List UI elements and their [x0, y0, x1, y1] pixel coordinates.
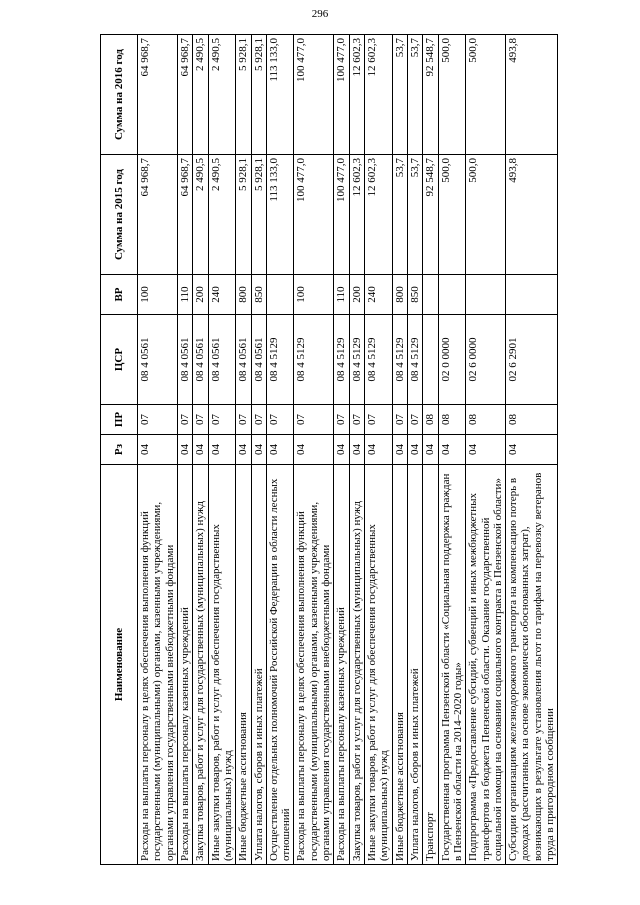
cell-rz: 04 — [466, 435, 506, 465]
cell-name: Подпрограмма «Предоставление субсидий, субвенций и иных межбюджетных трансфертов из бюджета Пензенской области. Оказание государственной социальной помощи на основании социального контракта в Пензенской области» — [466, 465, 506, 865]
table-row — [236, 35, 251, 865]
table-row — [177, 35, 192, 865]
cell-sum-2016: 12 602,3 — [365, 35, 393, 155]
cell-name: Субсидии организациям железнодорожного транспорта на компенсацию потерь в доходах (рассчитанных на основе экономически обоснованных затрат), возникающих в результате установления льгот по тарифам на перевозку ветеранов труда в пригородном сообщении — [506, 465, 558, 865]
cell-csr: 02 0 0000 — [438, 315, 466, 405]
cell-name: Расходы на выплаты персоналу в целях обеспечения выполнения функций государственными (муниципальными) органами, казенными учреждениями, органами управления государственными внебюджетными фондами — [138, 465, 178, 865]
cell-vr: 240 — [365, 275, 393, 315]
cell-pr: 08 — [423, 405, 438, 435]
cell-rz: 04 — [193, 435, 208, 465]
cell-pr: 07 — [138, 405, 178, 435]
cell-vr: 240 — [208, 275, 236, 315]
cell-name: Уплата налогов, сборов и иных платежей — [251, 465, 266, 865]
cell-rz: 04 — [294, 435, 334, 465]
cell-rz: 04 — [208, 435, 236, 465]
cell-name: Расходы на выплаты персоналу казенных учреждений — [177, 465, 192, 865]
table-row — [138, 35, 178, 865]
cell-sum-2015: 5 928,1 — [251, 155, 266, 275]
cell-sum-2016: 2 490,5 — [208, 35, 236, 155]
cell-vr: 200 — [193, 275, 208, 315]
cell-sum-2015: 113 133,0 — [266, 155, 294, 275]
header-vr: ВР — [101, 275, 138, 315]
cell-sum-2016: 100 477,0 — [294, 35, 334, 155]
cell-pr: 07 — [177, 405, 192, 435]
page-number: 296 — [311, 8, 329, 20]
cell-csr: 08 4 5129 — [365, 315, 393, 405]
cell-name: Закупка товаров, работ и услуг для государственных (муниципальных) нужд — [349, 465, 364, 865]
cell-rz: 04 — [506, 435, 558, 465]
cell-sum-2016: 100 477,0 — [334, 35, 349, 155]
cell-csr: 08 4 5129 — [349, 315, 364, 405]
cell-sum-2015: 5 928,1 — [236, 155, 251, 275]
cell-pr: 07 — [266, 405, 294, 435]
cell-sum-2016: 64 968,7 — [177, 35, 192, 155]
table-row — [208, 35, 236, 865]
cell-csr: 08 4 0561 — [251, 315, 266, 405]
header-name: Наименование — [101, 465, 138, 865]
cell-rz: 04 — [349, 435, 364, 465]
cell-sum-2015: 100 477,0 — [334, 155, 349, 275]
cell-name: Иные бюджетные ассигнования — [392, 465, 407, 865]
cell-csr: 08 4 5129 — [407, 315, 422, 405]
cell-rz: 04 — [266, 435, 294, 465]
cell-rz: 04 — [407, 435, 422, 465]
cell-sum-2015: 500,0 — [466, 155, 506, 275]
cell-sum-2016: 64 968,7 — [138, 35, 178, 155]
cell-vr: 110 — [334, 275, 349, 315]
cell-sum-2015: 2 490,5 — [193, 155, 208, 275]
cell-sum-2016: 493,8 — [506, 35, 558, 155]
cell-pr: 07 — [251, 405, 266, 435]
cell-sum-2015: 100 477,0 — [294, 155, 334, 275]
rotated-table-container — [100, 35, 560, 865]
cell-name: Иные закупки товаров, работ и услуг для обеспечения государственных (муниципальных) нужд — [208, 465, 236, 865]
header-pr: ПР — [101, 405, 138, 435]
cell-sum-2016: 2 490,5 — [193, 35, 208, 155]
table-row — [438, 35, 466, 865]
cell-sum-2016: 92 548,7 — [423, 35, 438, 155]
cell-sum-2015: 12 602,3 — [349, 155, 364, 275]
cell-pr: 08 — [506, 405, 558, 435]
table-row — [506, 35, 558, 865]
cell-csr: 08 4 0561 — [177, 315, 192, 405]
cell-pr: 07 — [334, 405, 349, 435]
cell-sum-2016: 500,0 — [466, 35, 506, 155]
cell-vr: 100 — [294, 275, 334, 315]
cell-vr: 800 — [236, 275, 251, 315]
cell-csr: 08 4 0561 — [208, 315, 236, 405]
cell-rz: 04 — [423, 435, 438, 465]
table-row — [294, 35, 334, 865]
cell-vr: 850 — [251, 275, 266, 315]
cell-pr: 08 — [438, 405, 466, 435]
cell-csr: 02 6 2901 — [506, 315, 558, 405]
cell-sum-2015: 53,7 — [392, 155, 407, 275]
table-row — [266, 35, 294, 865]
cell-rz: 04 — [365, 435, 393, 465]
cell-rz: 04 — [392, 435, 407, 465]
table-row — [365, 35, 393, 865]
cell-pr: 07 — [349, 405, 364, 435]
cell-pr: 07 — [365, 405, 393, 435]
cell-name: Иные закупки товаров, работ и услуг для обеспечения государственных (муниципальных) нужд — [365, 465, 393, 865]
cell-csr: 08 4 5129 — [266, 315, 294, 405]
cell-rz: 04 — [438, 435, 466, 465]
cell-pr: 07 — [208, 405, 236, 435]
cell-pr: 07 — [294, 405, 334, 435]
cell-vr — [266, 275, 294, 315]
cell-vr: 850 — [407, 275, 422, 315]
cell-sum-2015: 64 968,7 — [177, 155, 192, 275]
cell-name: Расходы на выплаты персоналу в целях обеспечения выполнения функций государственными (муниципальными) органами, казенными учреждениями, органами управления государственными внебюджетными фондами — [294, 465, 334, 865]
table-row — [349, 35, 364, 865]
cell-pr: 07 — [392, 405, 407, 435]
cell-rz: 04 — [334, 435, 349, 465]
cell-csr: 08 4 5129 — [392, 315, 407, 405]
cell-name: Закупка товаров, работ и услуг для государственных (муниципальных) нужд — [193, 465, 208, 865]
cell-sum-2015: 12 602,3 — [365, 155, 393, 275]
cell-rz: 04 — [138, 435, 178, 465]
cell-rz: 04 — [177, 435, 192, 465]
cell-sum-2016: 12 602,3 — [349, 35, 364, 155]
cell-sum-2016: 5 928,1 — [251, 35, 266, 155]
cell-name: Иные бюджетные ассигнования — [236, 465, 251, 865]
table-row — [334, 35, 349, 865]
cell-pr: 08 — [466, 405, 506, 435]
cell-sum-2015: 500,0 — [438, 155, 466, 275]
cell-pr: 07 — [407, 405, 422, 435]
cell-pr: 07 — [193, 405, 208, 435]
table-row — [466, 35, 506, 865]
cell-sum-2016: 53,7 — [407, 35, 422, 155]
cell-vr — [423, 275, 438, 315]
cell-name: Уплата налогов, сборов и иных платежей — [407, 465, 422, 865]
cell-vr: 800 — [392, 275, 407, 315]
cell-name: Осуществление отдельных полномочий Российской Федерации в области лесных отношений — [266, 465, 294, 865]
header-rz: Рз — [101, 435, 138, 465]
cell-sum-2016: 113 133,0 — [266, 35, 294, 155]
cell-sum-2015: 53,7 — [407, 155, 422, 275]
cell-csr: 02 6 0000 — [466, 315, 506, 405]
header-sum-2016: Сумма на 2016 год — [101, 35, 138, 155]
cell-csr — [423, 315, 438, 405]
table-row — [193, 35, 208, 865]
cell-sum-2016: 500,0 — [438, 35, 466, 155]
cell-name: Расходы на выплаты персоналу казенных учреждений — [334, 465, 349, 865]
cell-vr: 200 — [349, 275, 364, 315]
cell-name: Государственная программа Пензенской области «Социальная поддержка граждан в Пензенской области на 2014–2020 годы» — [438, 465, 466, 865]
table-row — [251, 35, 266, 865]
header-sum-2015: Сумма на 2015 год — [101, 155, 138, 275]
table-row — [407, 35, 422, 865]
cell-rz: 04 — [251, 435, 266, 465]
cell-sum-2015: 2 490,5 — [208, 155, 236, 275]
cell-csr: 08 4 5129 — [334, 315, 349, 405]
cell-sum-2015: 92 548,7 — [423, 155, 438, 275]
cell-vr: 110 — [177, 275, 192, 315]
table-row — [392, 35, 407, 865]
cell-csr: 08 4 0561 — [193, 315, 208, 405]
cell-vr: 100 — [138, 275, 178, 315]
cell-sum-2016: 5 928,1 — [236, 35, 251, 155]
table-header-row — [101, 35, 138, 865]
header-csr: ЦСР — [101, 315, 138, 405]
cell-sum-2015: 64 968,7 — [138, 155, 178, 275]
cell-vr — [506, 275, 558, 315]
cell-pr: 07 — [236, 405, 251, 435]
cell-vr — [466, 275, 506, 315]
cell-vr — [438, 275, 466, 315]
cell-sum-2016: 53,7 — [392, 35, 407, 155]
budget-table — [100, 34, 558, 865]
cell-csr: 08 4 5129 — [294, 315, 334, 405]
cell-csr: 08 4 0561 — [138, 315, 178, 405]
cell-csr: 08 4 0561 — [236, 315, 251, 405]
table-row — [423, 35, 438, 865]
cell-rz: 04 — [236, 435, 251, 465]
cell-sum-2015: 493,8 — [506, 155, 558, 275]
cell-name: Транспорт — [423, 465, 438, 865]
